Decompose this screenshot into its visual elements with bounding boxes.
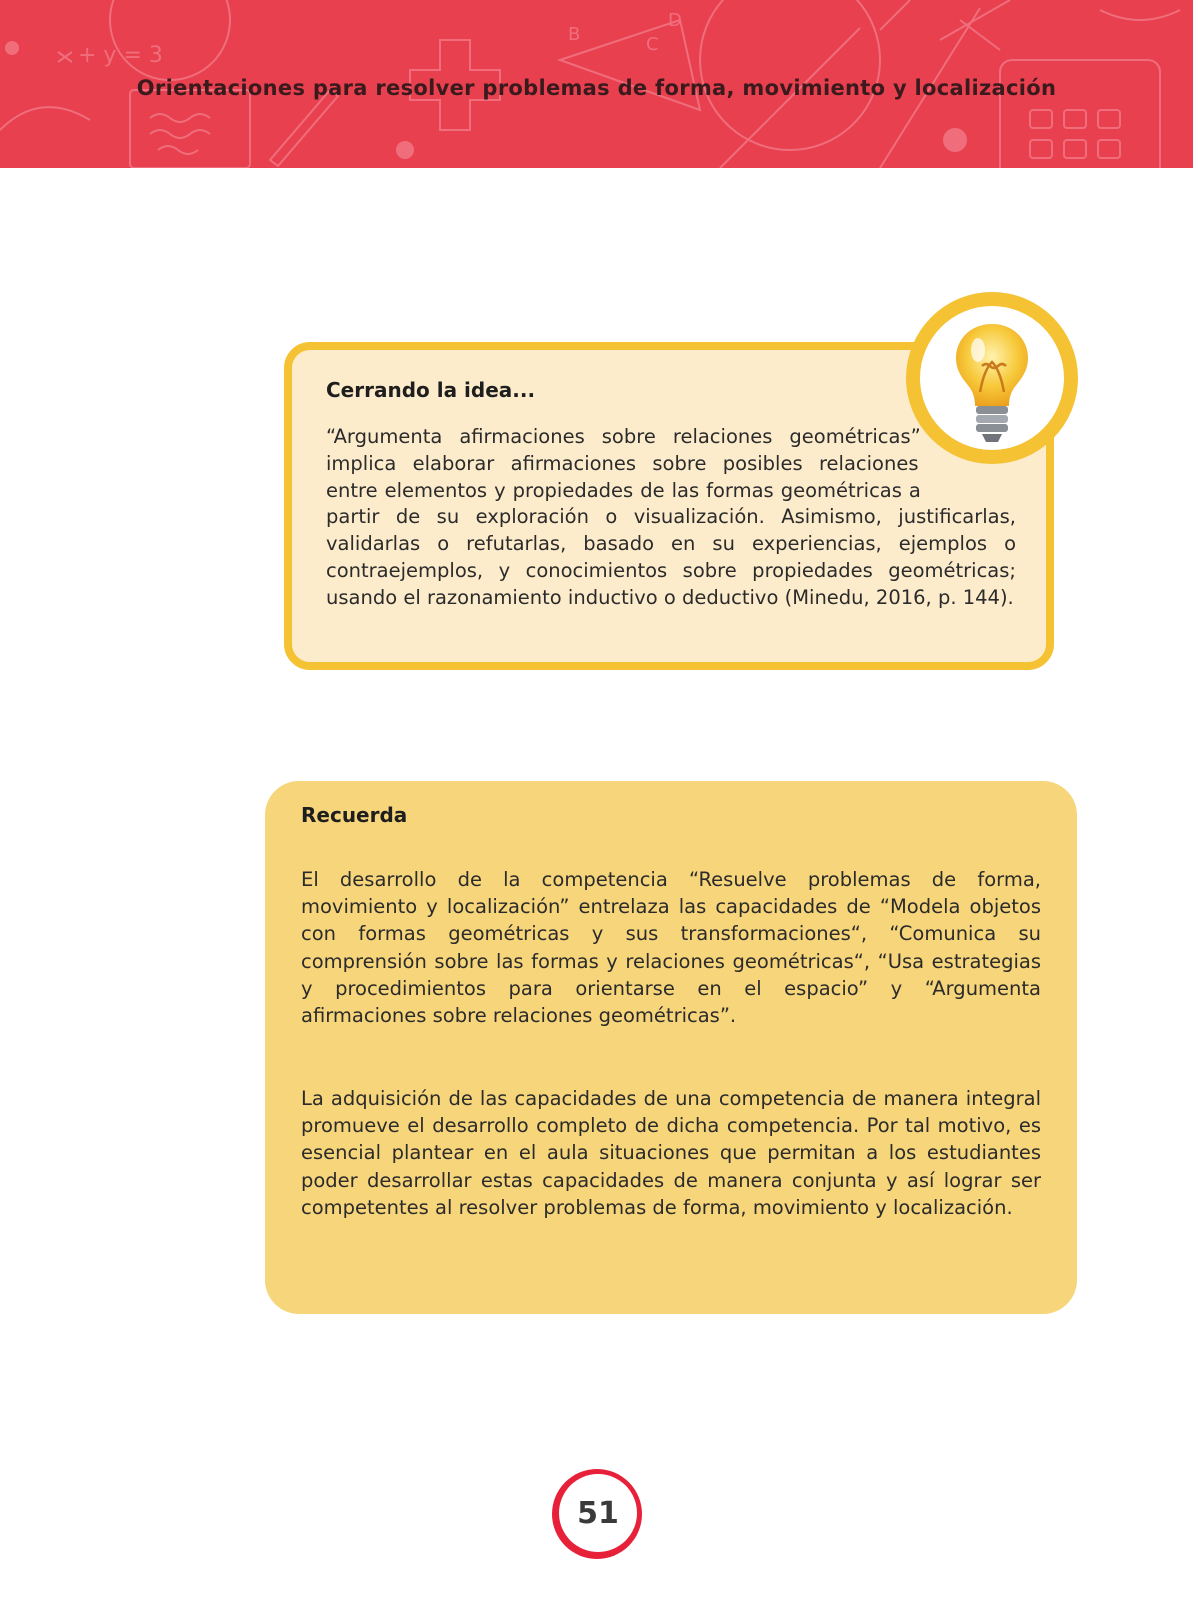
svg-text:B: B <box>568 24 581 45</box>
remember-paragraph: La adquisición de las capacidades de una competencia de manera integral promueve el desarrollo completo de dicha competencia. Por tal motivo, es esencial plantear en el aula situaciones que permitan a los estudiantes poder desarrollar estas capacidades de manera conjunta y así lograr ser competentes al resolver problemas de forma, movimiento y localización. <box>301 1087 1041 1219</box>
closing-idea-title: Cerrando la idea... <box>326 378 536 402</box>
closing-idea-text: “Argumenta afirmaciones sobre relaciones geométricas” implica elaborar afirmaciones sobre posibles relaciones entre elementos y propiedades de las formas geométricas a partir de su exploración o visualización. Asimismo, justificarlas, validarlas o refutarlas, basado en su experiencias, ejemplos o contraejemplos, y conocimientos sobre propiedades geométricas; usando el razonamiento inductivo o deductivo (Minedu, 2016, p. 144). <box>326 425 1016 609</box>
header-title: Orientaciones para resolver problemas de forma, movimiento y localización <box>136 76 1057 100</box>
closing-idea-text-wrapper <box>326 424 1016 612</box>
page-header <box>0 0 1193 168</box>
page-number-badge <box>552 1469 642 1559</box>
remember-box <box>265 781 1077 1314</box>
svg-text:C: C <box>646 34 659 55</box>
page-number: 51 <box>559 1474 637 1552</box>
remember-paragraph: El desarrollo de la competencia “Resuelve problemas de forma, movimiento y localización” entrelaza las capacidades de “Modela objetos con formas geométricas y sus transformaciones“, “Comunica su comprensión sobre las formas y relaciones geométricas“, “Usa estrategias y procedimientos para orientarse en el espacio” y “Argumenta afirmaciones sobre relaciones geométricas”. <box>301 868 1041 1028</box>
lightbulb-icon <box>920 306 1064 450</box>
remember-title: Recuerda <box>301 803 408 827</box>
lightbulb-badge-inner <box>920 306 1064 450</box>
lightbulb-badge <box>906 292 1078 464</box>
svg-text:D: D <box>668 10 682 31</box>
svg-text:+ y = 3: + y = 3 <box>78 43 163 68</box>
